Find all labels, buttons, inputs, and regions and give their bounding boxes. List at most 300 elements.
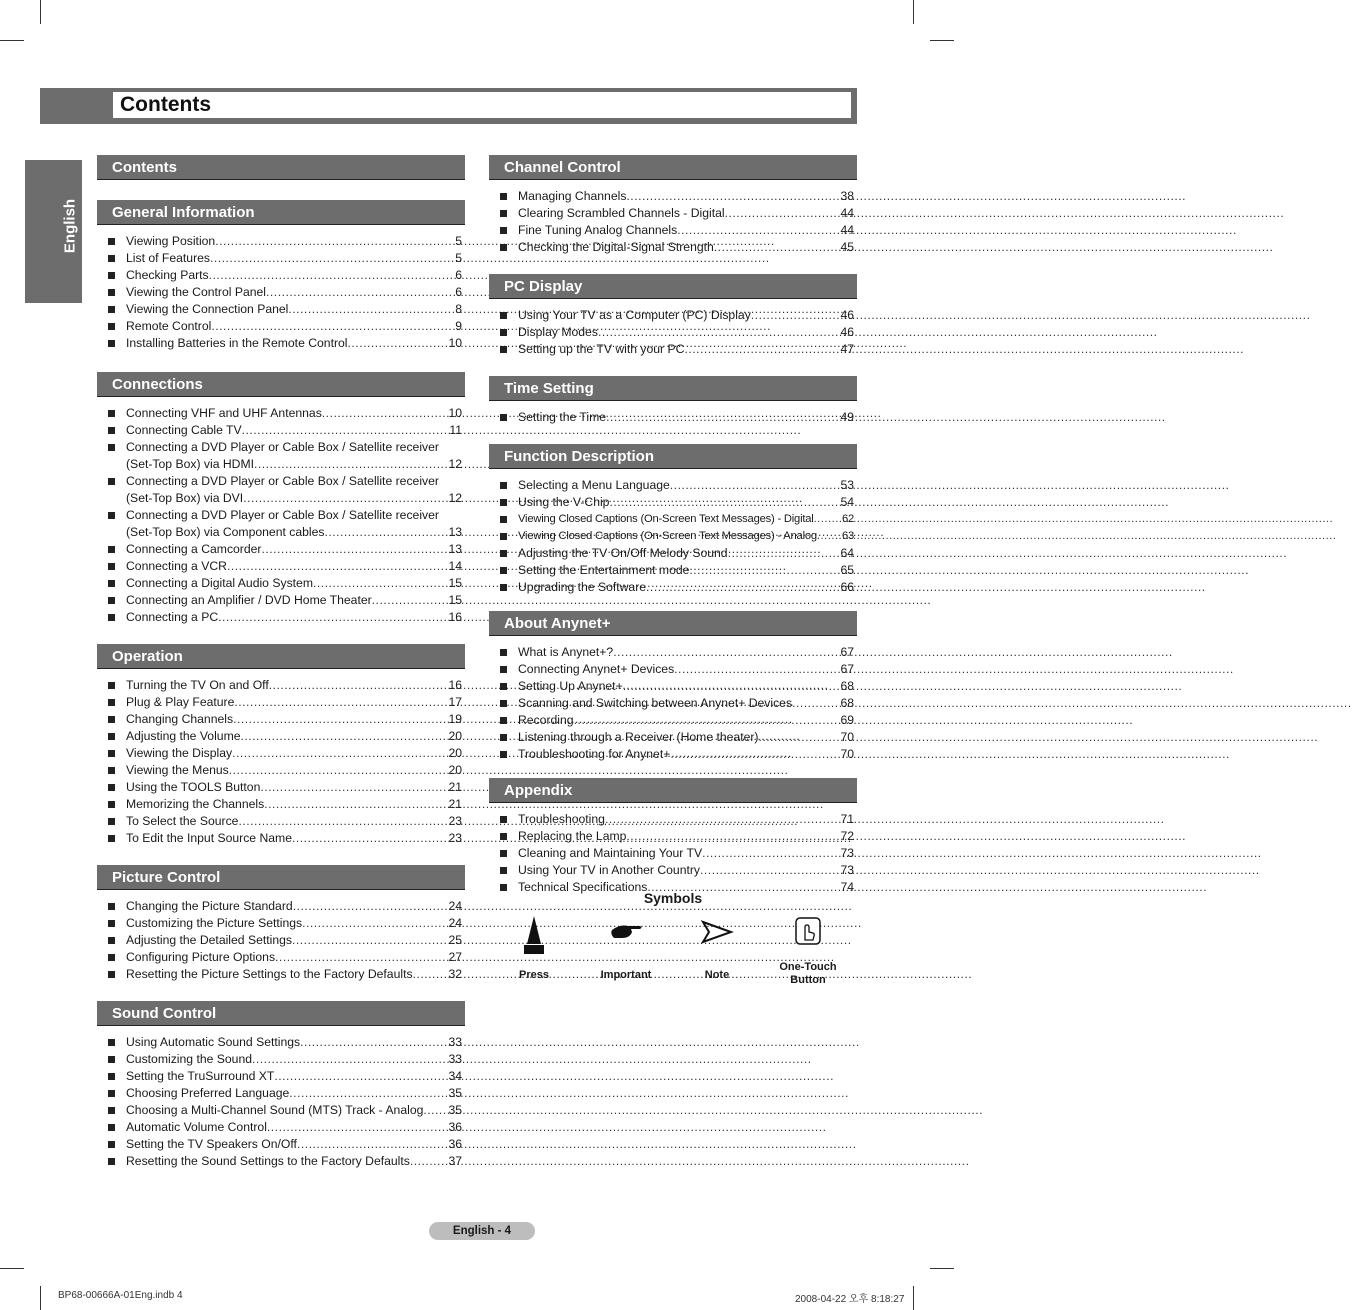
- dot-leader: [293, 898, 449, 915]
- toc-entry: [97, 1153, 465, 1170]
- toc-entry-line: [126, 1051, 465, 1068]
- page-number: 20: [448, 746, 462, 760]
- bullet-square-icon: [108, 512, 115, 519]
- toc-entry-line: [126, 1068, 465, 1085]
- page-number: 33: [448, 1052, 462, 1066]
- bullet-square-icon: [500, 734, 507, 741]
- bullet-square-icon: [500, 210, 507, 217]
- toc-entry-line: [518, 562, 857, 579]
- toc-list: [97, 669, 465, 847]
- dot-leader: [229, 762, 449, 779]
- toc-entry: [97, 592, 465, 609]
- toc-entry-text: Adjusting the Detailed Settings: [126, 933, 292, 947]
- dot-leader: [728, 545, 841, 562]
- toc-entry-line: [518, 695, 857, 712]
- bullet-square-icon: [108, 410, 115, 417]
- toc-entry: [489, 862, 857, 879]
- toc-entry-line: [518, 511, 857, 528]
- page-number: 74: [840, 880, 854, 894]
- toc-entry-line: [518, 545, 857, 562]
- page-number: 71: [840, 812, 854, 826]
- dot-leader: [670, 746, 840, 763]
- toc-entry: [97, 575, 465, 592]
- toc-list: [97, 1026, 465, 1170]
- page-number: 24: [448, 916, 462, 930]
- dot-leader: [292, 830, 448, 847]
- page-number: 21: [448, 797, 462, 811]
- toc-entry: [489, 188, 857, 205]
- dot-leader: [348, 335, 449, 352]
- dot-leader: [234, 694, 448, 711]
- bullet-square-icon: [500, 550, 507, 557]
- bullet-square-icon: [500, 867, 507, 874]
- bullet-square-icon: [108, 563, 115, 570]
- toc-entry-text: Using Automatic Sound Settings: [126, 1035, 301, 1049]
- toc-entry: [97, 250, 465, 267]
- toc-entry-text: Viewing Closed Captions (On-Screen Text Messages) - Analog: [518, 530, 817, 542]
- dot-leader: [238, 813, 448, 830]
- page-number: 23: [448, 831, 462, 845]
- bullet-square-icon: [500, 700, 507, 707]
- language-side-label: English: [61, 198, 79, 254]
- toc-entry-text: Recording: [518, 713, 574, 727]
- toc-entry-line: [126, 949, 465, 966]
- toc-entry-line: [126, 575, 465, 592]
- toc-entry: [97, 728, 465, 745]
- page-number: 32: [448, 967, 462, 981]
- dot-leader: [714, 239, 841, 256]
- page-number: 19: [448, 712, 462, 726]
- toc-entry-text: Plug & Play Feature: [126, 695, 235, 709]
- dot-leader: [689, 562, 840, 579]
- bullet-square-icon: [108, 818, 115, 825]
- toc-entry-text: Technical Specifications: [518, 880, 648, 894]
- toc-entry-line: [518, 678, 857, 695]
- bullet-square-icon: [108, 750, 115, 757]
- bullet-square-icon: [108, 1039, 115, 1046]
- section-heading: Time Setting: [489, 376, 857, 401]
- toc-entry-line: [518, 528, 857, 545]
- toc-entry-line: [518, 341, 857, 358]
- symbol-important: [581, 914, 671, 981]
- toc-entry: [489, 205, 857, 222]
- toc-entry-line: [126, 541, 465, 558]
- page-number: 73: [840, 846, 854, 860]
- important-icon: [606, 914, 646, 958]
- toc-entry-text: Using Your TV in Another Country: [518, 863, 701, 877]
- page-number: 68: [840, 696, 854, 710]
- toc-entry: [97, 932, 465, 949]
- toc-entry: [489, 562, 857, 579]
- bullet-square-icon: [108, 255, 115, 262]
- bullet-square-icon: [108, 1090, 115, 1097]
- toc-entry: [97, 301, 465, 318]
- toc-entry-text: To Edit the Input Source Name: [126, 831, 292, 845]
- toc-entry-line: [518, 811, 857, 828]
- toc-entry-title: [126, 439, 465, 456]
- page-number: 21: [448, 780, 462, 794]
- dot-leader: [266, 284, 455, 301]
- toc-entry: [97, 1119, 465, 1136]
- symbols-title: Symbols: [643, 890, 703, 906]
- toc-entry-line: [126, 694, 465, 711]
- toc-entry: [97, 267, 465, 284]
- page-number: 67: [840, 645, 854, 659]
- bullet-square-icon: [108, 614, 115, 621]
- symbols-legend: [489, 890, 857, 1006]
- toc-section: [97, 200, 465, 352]
- toc-entry-text: List of Features: [126, 251, 210, 265]
- page-number: 68: [840, 679, 854, 693]
- toc-entry-text: Adjusting the Volume: [126, 729, 241, 743]
- toc-entry: [489, 828, 857, 845]
- bullet-square-icon: [500, 193, 507, 200]
- toc-list: [489, 401, 857, 426]
- toc-list: [97, 225, 465, 352]
- page-number: 6: [455, 268, 462, 282]
- toc-entry-text: Selecting a Menu Language: [518, 478, 670, 492]
- bullet-square-icon: [108, 971, 115, 978]
- bullet-square-icon: [500, 346, 507, 353]
- toc-entry: [97, 762, 465, 779]
- toc-entry: [489, 222, 857, 239]
- toc-entry: [97, 609, 465, 626]
- toc-entry: [97, 779, 465, 796]
- section-heading: General Information: [97, 200, 465, 225]
- toc-entry: [97, 473, 465, 507]
- note-icon: [697, 914, 737, 958]
- bullet-square-icon: [500, 717, 507, 724]
- page-number: 70: [840, 747, 854, 761]
- page-number: 24: [448, 899, 462, 913]
- toc-entry-text: Turning the TV On and Off: [126, 678, 269, 692]
- toc-left-column: [97, 155, 465, 1170]
- toc-entry: [97, 1085, 465, 1102]
- page-number-pill: English - 4: [429, 1222, 535, 1240]
- toc-entry: [97, 233, 465, 250]
- toc-entry: [489, 644, 857, 661]
- page-number: 23: [448, 814, 462, 828]
- toc-entry-text: Choosing Preferred Language: [126, 1086, 290, 1100]
- toc-entry-line: [518, 477, 857, 494]
- bullet-square-icon: [108, 937, 115, 944]
- toc-entry: [97, 1068, 465, 1085]
- dot-leader: [670, 477, 841, 494]
- toc-entry-line: [518, 712, 857, 729]
- page-number: 37: [448, 1154, 462, 1168]
- toc-entry: [489, 678, 857, 695]
- dot-leader: [817, 528, 842, 545]
- toc-entry-text: Installing Batteries in the Remote Control: [126, 336, 348, 350]
- toc-entry: [489, 545, 857, 562]
- page-number: 36: [448, 1120, 462, 1134]
- page-number: 12: [448, 457, 462, 471]
- toc-entry-text: Connecting a Digital Audio System: [126, 576, 313, 590]
- page-number: 10: [448, 406, 462, 420]
- bullet-square-icon: [500, 850, 507, 857]
- toc-entry-text: Viewing the Connection Panel: [126, 302, 289, 316]
- toc-entry-line: [126, 284, 465, 301]
- toc-entry-text: Cleaning and Maintaining Your TV: [518, 846, 703, 860]
- dot-leader: [254, 456, 448, 473]
- toc-entry: [489, 239, 857, 256]
- toc-section: [489, 376, 857, 426]
- section-heading: Operation: [97, 644, 465, 669]
- toc-entry: [97, 966, 465, 983]
- toc-entry: [97, 677, 465, 694]
- crop-mark: [40, 0, 41, 24]
- toc-entry-text: Scanning and Switching between Anynet+ Devices: [518, 696, 793, 710]
- bullet-square-icon: [500, 227, 507, 234]
- page-number: 34: [448, 1069, 462, 1083]
- dot-leader: [241, 728, 449, 745]
- toc-entry: [97, 1136, 465, 1153]
- toc-entry-text: Replacing the Lamp: [518, 829, 627, 843]
- bullet-square-icon: [108, 340, 115, 347]
- dot-leader: [574, 712, 841, 729]
- dot-leader: [613, 644, 840, 661]
- toc-entry-line: [126, 915, 465, 932]
- toc-entry-text: Using Your TV as a Computer (PC) Display: [518, 308, 751, 322]
- toc-entry-line: [126, 796, 465, 813]
- toc-entry-line: [126, 490, 465, 507]
- toc-section: [97, 865, 465, 983]
- dot-leader: [677, 222, 840, 239]
- page-number: 8: [455, 302, 462, 316]
- toc-entry-text: Connecting an Amplifier / DVD Home Theater: [126, 593, 372, 607]
- dot-leader: [264, 796, 448, 813]
- dot-leader: [322, 405, 449, 422]
- page-number: 63: [841, 530, 854, 542]
- toc-entry-text-cont: (Set-Top Box) via DVI: [126, 491, 244, 505]
- page-number: 20: [448, 729, 462, 743]
- page-number: 53: [840, 478, 854, 492]
- section-heading: Function Description: [489, 444, 857, 469]
- page-number: 33: [448, 1035, 462, 1049]
- toc-entry-text: Choosing a Multi-Channel Sound (MTS) Track - Analog: [126, 1103, 424, 1117]
- toc-entry: [489, 324, 857, 341]
- toc-entry-line: [126, 830, 465, 847]
- toc-entry: [97, 949, 465, 966]
- page-number: 17: [448, 695, 462, 709]
- page-number: 27: [448, 950, 462, 964]
- bullet-square-icon: [108, 597, 115, 604]
- press-icon: [519, 914, 549, 958]
- toc-entry: [489, 811, 857, 828]
- dot-leader: [410, 1153, 449, 1170]
- toc-entry-line: [126, 1136, 465, 1153]
- toc-entry-text-cont: (Set-Top Box) via HDMI: [126, 457, 254, 471]
- page-number: 5: [455, 251, 462, 265]
- bullet-square-icon: [500, 584, 507, 591]
- toc-entry-line: [126, 1034, 465, 1051]
- toc-entry-text: Changing the Picture Standard: [126, 899, 293, 913]
- toc-entry-text: Setting the TV Speakers On/Off: [126, 1137, 297, 1151]
- symbol-label: One-Touch Button: [779, 961, 837, 986]
- toc-entry-line: [518, 494, 857, 511]
- toc-entry-line: [126, 728, 465, 745]
- toc-entry-line: [126, 813, 465, 830]
- symbol-press: [489, 914, 579, 981]
- bullet-square-icon: [108, 444, 115, 451]
- page-number: 54: [840, 495, 854, 509]
- bullet-square-icon: [500, 649, 507, 656]
- toc-entry: [97, 439, 465, 473]
- toc-entry-line: [126, 250, 465, 267]
- toc-entry-text: Managing Channels: [518, 189, 627, 203]
- toc-section: [489, 444, 857, 596]
- toc-entry-title: [126, 473, 465, 490]
- page-number: 13: [448, 542, 462, 556]
- toc-entry-line: [518, 239, 857, 256]
- toc-entry-text: Checking Parts: [126, 268, 209, 282]
- page-number: 13: [448, 525, 462, 539]
- page-number: 11: [449, 423, 462, 437]
- bullet-square-icon: [108, 1073, 115, 1080]
- toc-entry-text: Checking the Digital-Signal Strength: [518, 240, 714, 254]
- toc-entry-text: Resetting the Picture Settings to the Factory Defaults: [126, 967, 413, 981]
- toc-entry-text: Setting Up Anynet+: [518, 679, 623, 693]
- toc-entry: [97, 694, 465, 711]
- page-number: 62: [841, 513, 854, 525]
- toc-list: [489, 469, 857, 596]
- toc-entry: [489, 579, 857, 596]
- dot-leader: [626, 188, 840, 205]
- dot-leader: [289, 1085, 448, 1102]
- toc-entry-text: Troubleshooting for Anynet+: [518, 747, 671, 761]
- page-title-bar: [40, 88, 857, 124]
- bullet-square-icon: [500, 499, 507, 506]
- symbol-label: Press: [519, 969, 549, 981]
- bullet-square-icon: [108, 238, 115, 245]
- bullet-square-icon: [500, 683, 507, 690]
- toc-entry-text: Display Modes: [518, 325, 598, 339]
- toc-entry-line: [126, 335, 465, 352]
- section-heading: Picture Control: [97, 865, 465, 890]
- dot-leader: [232, 745, 448, 762]
- symbol-label: Note: [704, 969, 730, 981]
- toc-entry: [97, 813, 465, 830]
- toc-entry: [489, 494, 857, 511]
- toc-entry: [97, 541, 465, 558]
- toc-entry-text: Listening through a Receiver (Home theater): [518, 730, 759, 744]
- toc-entry: [97, 507, 465, 541]
- toc-entry: [97, 1051, 465, 1068]
- toc-entry: [97, 558, 465, 575]
- bullet-square-icon: [108, 272, 115, 279]
- toc-entry-text: Customizing the Picture Settings: [126, 916, 303, 930]
- page-number: 5: [455, 234, 462, 248]
- dot-leader: [215, 233, 455, 250]
- page-number: 15: [448, 576, 462, 590]
- toc-entry-title: [126, 507, 465, 524]
- toc-entry-line: [126, 233, 465, 250]
- dot-leader: [751, 307, 841, 324]
- toc-entry-line: [518, 845, 857, 862]
- page-number: 69: [840, 713, 854, 727]
- symbol-label: Important: [600, 969, 652, 981]
- toc-right-column: [489, 155, 857, 896]
- toc-entry: [97, 405, 465, 422]
- page-number: 49: [840, 410, 854, 424]
- dot-leader: [759, 729, 841, 746]
- dot-leader: [210, 250, 455, 267]
- dot-leader: [269, 677, 449, 694]
- dot-leader: [297, 1136, 448, 1153]
- bullet-square-icon: [108, 733, 115, 740]
- toc-entry-text: Connecting a Camcorder: [126, 542, 262, 556]
- page-number: 72: [840, 829, 854, 843]
- dot-leader: [605, 811, 840, 828]
- toc-entry-line: [518, 222, 857, 239]
- bullet-square-icon: [108, 835, 115, 842]
- dot-leader: [302, 915, 448, 932]
- page-number: 46: [840, 308, 854, 322]
- crop-mark: [930, 40, 954, 41]
- toc-entry-text: Viewing the Control Panel: [126, 285, 267, 299]
- bullet-square-icon: [108, 546, 115, 553]
- toc-entry-line: [518, 205, 857, 222]
- toc-entry-text: Setting the Time: [518, 410, 607, 424]
- dot-leader: [267, 1119, 449, 1136]
- toc-entry-text: Adjusting the TV On/Off Melody Sound: [518, 546, 728, 560]
- toc-entry-line: [518, 307, 857, 324]
- toc-entry-text: Connecting Cable TV: [126, 423, 242, 437]
- dot-leader: [598, 324, 841, 341]
- page-number: 46: [840, 325, 854, 339]
- toc-entry-line: [126, 1153, 465, 1170]
- toc-section: [97, 372, 465, 626]
- bullet-square-icon: [108, 920, 115, 927]
- toc-section: [489, 155, 857, 256]
- toc-entry-text: Connecting a DVD Player or Cable Box / Satellite receiver: [126, 508, 439, 522]
- bullet-square-icon: [108, 1107, 115, 1114]
- toc-entry-text: To Select the Source: [126, 814, 239, 828]
- page-number: 66: [840, 580, 854, 594]
- toc-entry-line: [518, 746, 857, 763]
- dot-leader: [300, 1034, 448, 1051]
- bullet-square-icon: [108, 427, 115, 434]
- toc-entry-line: [126, 609, 465, 626]
- toc-entry-text: Memorizing the Channels: [126, 797, 265, 811]
- dot-leader: [725, 205, 841, 222]
- bullet-square-icon: [500, 244, 507, 251]
- toc-entry-line: [126, 1119, 465, 1136]
- dot-leader: [209, 267, 456, 284]
- bullet-square-icon: [108, 1056, 115, 1063]
- page-number: 12: [448, 491, 462, 505]
- page-number: 6: [455, 285, 462, 299]
- page-number: 44: [840, 223, 854, 237]
- toc-entry-line: [126, 1085, 465, 1102]
- dot-leader: [262, 541, 449, 558]
- toc-entry-line: [126, 762, 465, 779]
- toc-entry-text: Connecting Anynet+ Devices: [518, 662, 675, 676]
- toc-entry-line: [126, 592, 465, 609]
- page-number: 65: [840, 563, 854, 577]
- toc-entry-line: [126, 318, 465, 335]
- page-number: 35: [448, 1103, 462, 1117]
- toc-entry: [97, 318, 465, 335]
- bullet-square-icon: [500, 312, 507, 319]
- page-number: 47: [840, 342, 854, 356]
- toc-entry-text: Connecting a DVD Player or Cable Box / Satellite receiver: [126, 440, 439, 454]
- dot-leader: [702, 845, 840, 862]
- toc-entry: [489, 695, 857, 712]
- bullet-square-icon: [500, 666, 507, 673]
- toc-entry-line: [518, 324, 857, 341]
- toc-section: [97, 644, 465, 847]
